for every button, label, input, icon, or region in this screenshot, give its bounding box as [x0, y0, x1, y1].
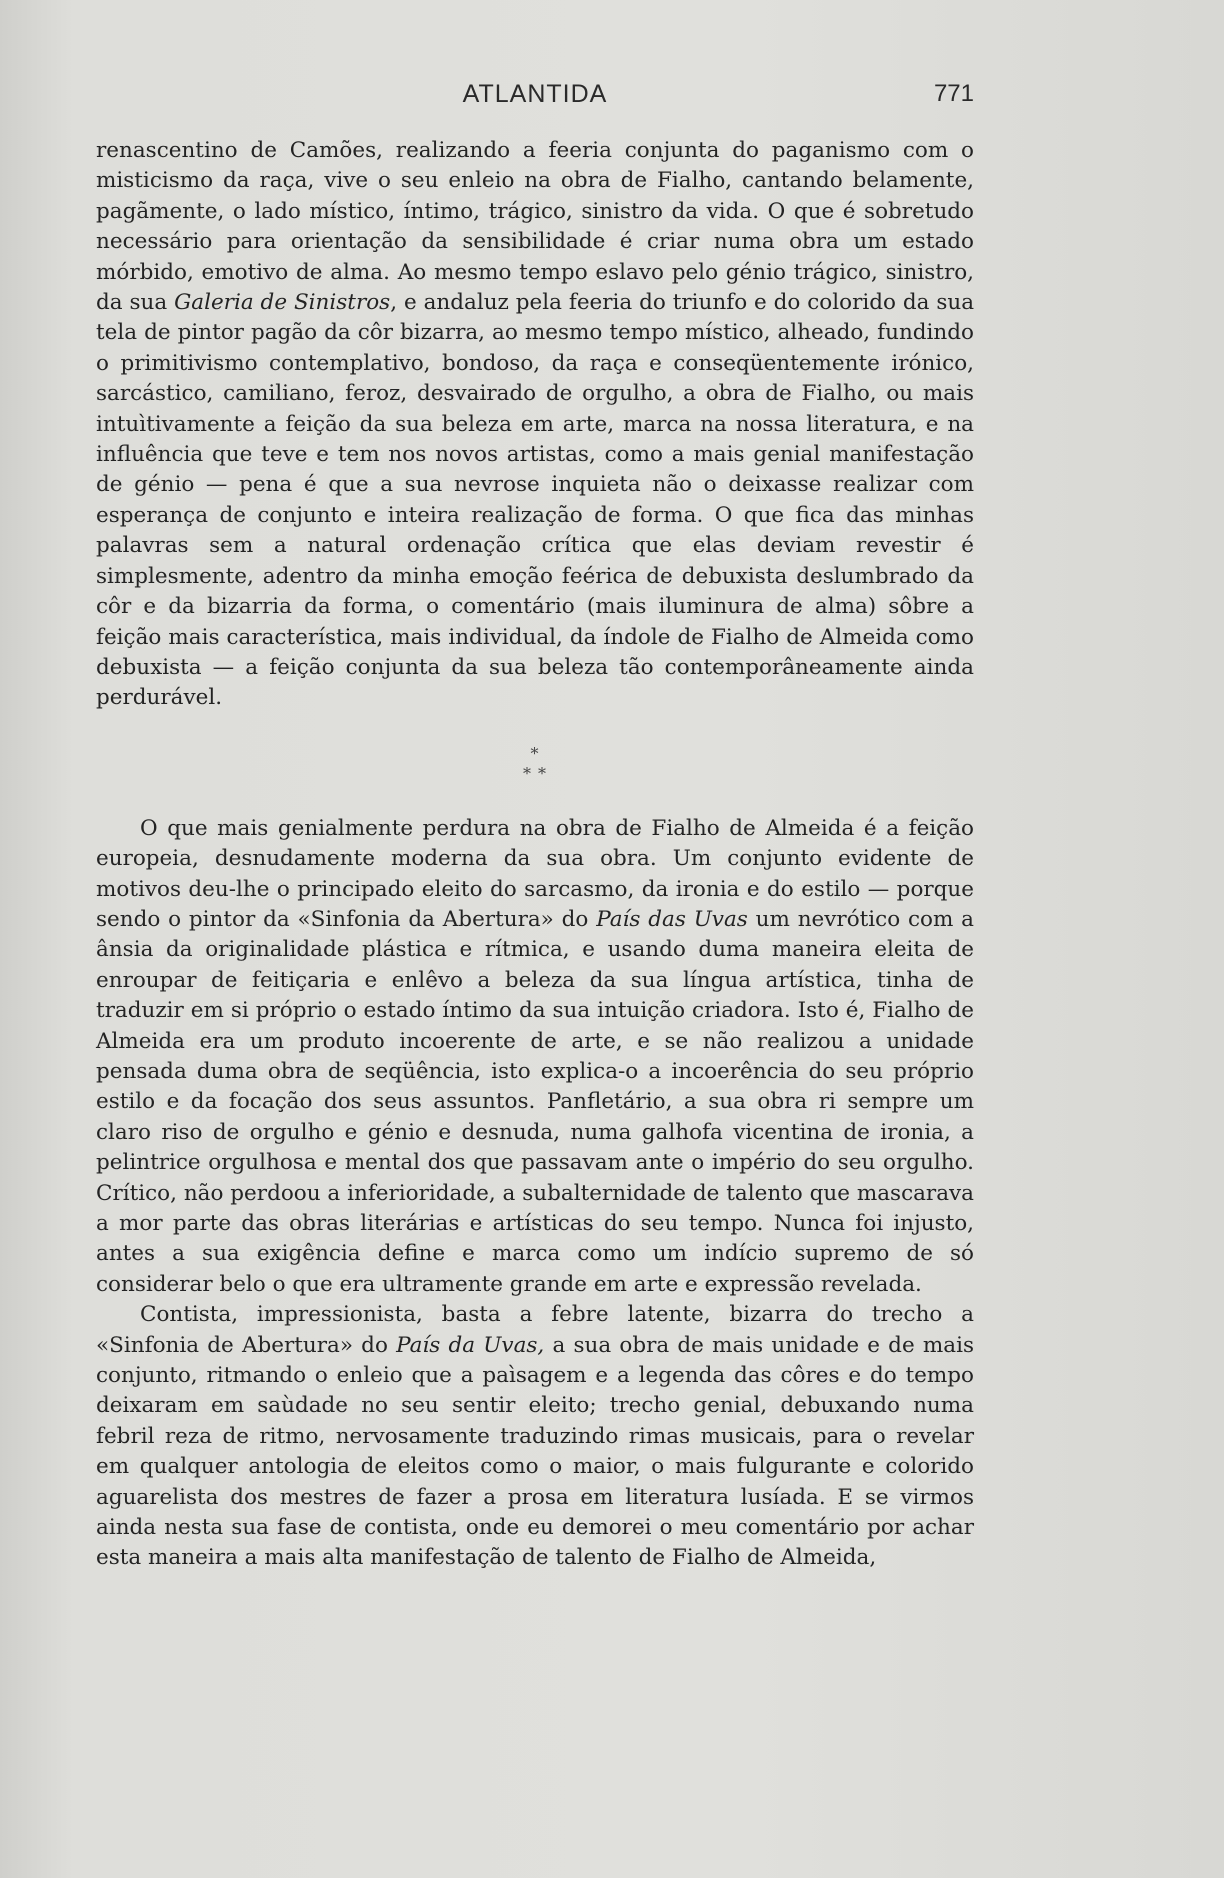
paragraph-3-text-b: a sua obra de mais unidade e de mais conjunto, ritmando o enleio que a paìsagem e a legenda das côres e do tempo deixaram em saùdade no seu sentir eleito; trecho genial, debuxando numa febril reza de ritmo, nervosamente traduzindo rimas musicais, para o revelar em qualquer antologia de eleitos como o maior, o mais fulgurante e colorido aguarelista dos mestres de fazer a prosa em literatura lusíada. E se virmos ainda nesta sua fase de contista, onde eu demorei o meu comentário por achar esta maneira a mais alta manifestação de talento de Fialho de Almeida,	[96, 1332, 974, 1571]
paragraph-1	[96, 136, 974, 714]
book-title-galeria-de-sinistros: Galeria de Sinistros	[174, 290, 391, 316]
paragraph-2-text-a: O que mais genialmente perdura na obra de Fialho de Almeida é a feição europeia, desnudamente moderna da sua obra. Um conjunto evidente de motivos deu-lhe o principado eleito do sarcasmo, da ironia e do estilo — porque sendo o pintor da «Sinfonia da Abertura» do	[96, 815, 974, 932]
section-separator	[96, 744, 974, 784]
running-title: ATLANTIDA	[462, 80, 608, 108]
paragraph-2-text-b: um nevrótico com a ânsia da originalidade plástica e rítmica, e usando duma maneira eleita de enroupar de feitiçaria e enlêvo a beleza da sua língua artística, tinha de traduzir em si próprio o estado íntimo da sua intuição criadora. Isto é, Fialho de Almeida era um produto incoerente de arte, e se não realizou a unidade pensada duma obra de seqüência, isto explica-o a incoerência do seu próprio estilo e da focação dos seus assuntos. Panfletário, a sua obra ri sempre um claro riso de orgulho e génio e desnuda, numa galhofa vicentina de ironia, a pelintrice orgulhosa e mental dos que passavam ante o império do seu orgulho. Crítico, não perdoou a inferioridade, a subalternidade de talento que mascarava a mor parte das obras literárias e artísticas do seu tempo. Nunca foi injusto, antes a sua exigência define e marca como um indício supremo de só considerar belo o que era ultramente grande em arte e expressão revelada.	[96, 906, 974, 1297]
paragraph-3-text-a: Contista, impressionista, basta a febre latente, bizarra do trecho a «Sinfonia de Abertura» do	[96, 1302, 974, 1358]
paragraph-3	[96, 1300, 974, 1574]
page-number: 771	[933, 80, 974, 107]
book-title-pais-da-uvas: País da Uvas,	[396, 1332, 545, 1358]
paragraph-1-text-b: , e andaluz pela feeria do triunfo e do colorido da sua tela de pintor pagão da côr bizarra, ao mesmo tempo místico, alheado, fundindo o primitivismo contemplativo, bondoso, da raça e conseqüentemente irónico, sarcástico, camiliano, feroz, desvairado de orgulho, a obra de Fialho, ou mais intuìtivamente a feição da sua beleza em arte, marca na nossa literatura, e na influência que teve e tem nos novos artistas, como a mais genial manifestação de génio — pena é que a sua nevrose inquieta não o deixasse realizar com esperança de conjunto e inteira realização de forma. O que fica das minhas palavras sem a natural ordenação crítica que elas deviam revestir é simplesmente, adentro da minha emoção feérica de debuxista deslumbrado da côr e da bizarria da forma, o comentário (mais iluminura de alma) sôbre a feição mais característica, mais individual, da índole de Fialho de Almeida como debuxista — a feição conjunta da sua beleza tão contemporâneamente ainda perdurável.	[96, 290, 975, 711]
book-title-pais-das-uvas: País das Uvas	[596, 906, 748, 932]
paragraph-2	[96, 814, 974, 1301]
page-header	[96, 80, 974, 114]
paragraph-1-text-a: renascentino de Camões, realizando a feeria conjunta do paganismo com o misticismo da raça, vive o seu enleio na obra de Fialho, cantando belamente, pagãmente, o lado místico, íntimo, trágico, sinistro da vida. O que é sobretudo necessário para orientação da sensibilidade é criar numa obra um estado mórbido, emotivo de alma. Ao mesmo tempo eslavo pelo génio trágico, sinistro, da sua	[96, 138, 974, 316]
asterism-top: *	[530, 743, 540, 763]
body-text	[96, 136, 974, 1574]
asterism-bottom: * *	[522, 763, 548, 783]
